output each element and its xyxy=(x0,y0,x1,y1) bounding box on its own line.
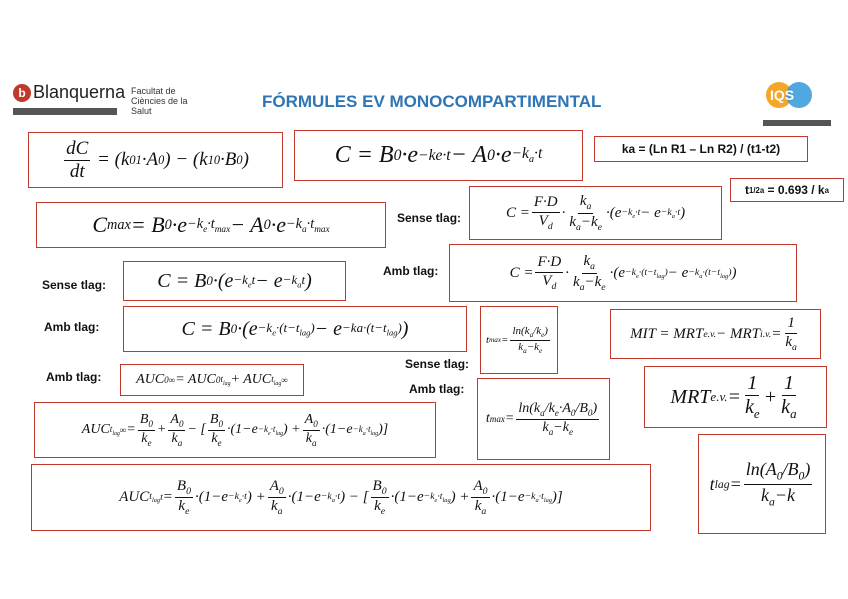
formula-tmax-tlag: t max = $\frac{\ln(k_a/k_e\cdot A_0/B_0)}{k_a-k_e}$ xyxy=(477,378,610,460)
formula-tmax: t max = $\frac{\ln(k_a/k_e)}{k_a-k_e}$ xyxy=(480,306,558,374)
formula-ka: ka = (Ln R1 – Ln R2) / (t1-t2) xyxy=(594,136,808,162)
formula-auc-t-tlag: AUC $t_{lag}$ t = $\frac{B_0}{k_e}$ ·(1−e $-k_e\cdot t$ ) + $\frac{A_0}{k_a}$ ·(1−e $-k_a\cdot t$ ) − [ $\frac{B_0}{k_e}$ ·(1−e $-k_e\cdot t_{lag}$ ) + $\frac{A_0}{k_a}$ ·(1−e $-k_a\cdot t_{lag}$ )] xyxy=(31,464,651,531)
iqs-logo: IQS xyxy=(770,87,795,103)
label-amb-tlag: Amb tlag: xyxy=(46,370,102,384)
label-amb-tlag: Amb tlag: xyxy=(409,382,465,396)
formula-t-half: t 1/2a = 0.693 / k a xyxy=(730,178,844,202)
formula-c-fd: C = $\frac{F\cdot D}{V_d}$ · $\frac{k_a}{k_a-k_e}$ ·(e $-k_e\cdot t$ − e $-k_a\cdot t$ ) xyxy=(469,186,722,240)
page-title: FÓRMULES EV MONOCOMPARTIMENTAL xyxy=(262,92,602,111)
formula-tlag: t lag = $\frac{\ln(A_0/B_0)}{k_a-k}$ xyxy=(698,434,826,534)
blanquerna-logo-icon: b xyxy=(13,84,31,102)
label-sense-tlag: Sense tlag: xyxy=(42,278,107,292)
formula-dc-dt: $\frac{dC}{dt}$ = (k 01 ·A 0 ) − (k 10 ·B 0 ) xyxy=(28,132,283,188)
formula-mit: MIT = MRT e.v. − MRT i.v. = $\frac{1}{k_a}$ xyxy=(610,309,821,359)
formula-c-tlag: C = B 0 ·(e $-k_e\cdot(t-t_{lag})$ − e $-ka\cdot(t-t_{lag})$ ) xyxy=(123,306,467,352)
formula-mrt: MRT e.v. = $\frac{1}{k_e}$ + $\frac{1}{k_a}$ xyxy=(644,366,827,428)
blanquerna-logo: Blanquerna xyxy=(33,82,126,102)
label-amb-tlag: Amb tlag: xyxy=(383,264,439,278)
iqs-logo-bar xyxy=(763,120,831,126)
faculty-text: Facultat de Ciències de la Salut xyxy=(131,86,188,116)
formula-cmax: C max = B 0 ·e $-k_e\cdot t_{max}$ − A 0 ·e $-k_a\cdot t_{max}$ xyxy=(36,202,386,248)
formula-c-fd-tlag: C = $\frac{F\cdot D}{V_d}$ · $\frac{k_a}{k_a-k_e}$ ·(e $-k_e\cdot(t-t_{lag})$ − e $-k_a\cdot(t-t_{lag})$ ) xyxy=(449,244,797,302)
formula-auc-sum: AUC 0 ∞ = AUC 0 $t_{lag}$ + AUC $t_{lag}$ ∞ xyxy=(120,364,304,396)
logo-underline xyxy=(13,108,117,115)
label-amb-tlag: Amb tlag: xyxy=(44,320,100,334)
label-sense-tlag: Sense tlag: xyxy=(405,357,470,371)
formula-auc-tlag-inf: AUC $t_{lag}$ ∞ = $\frac{B_0}{k_e}$ + $\frac{A_0}{k_a}$ − [ $\frac{B_0}{k_e}$ ·(1−e $-k_e\cdot t_{lag}$ ) + $\frac{A_0}{k_a}$ ·(1−e $-k_a\cdot t_{lag}$ )] xyxy=(34,402,436,458)
label-sense-tlag: Sense tlag: xyxy=(397,211,462,225)
formula-c-biexp: C = B 0 ·e −ke·t − A 0 ·e $-k_a\cdot t$ xyxy=(294,130,583,181)
formula-c-simple: C = B 0 ·(e $-k_et$ − e $-k_at$ ) xyxy=(123,261,346,301)
